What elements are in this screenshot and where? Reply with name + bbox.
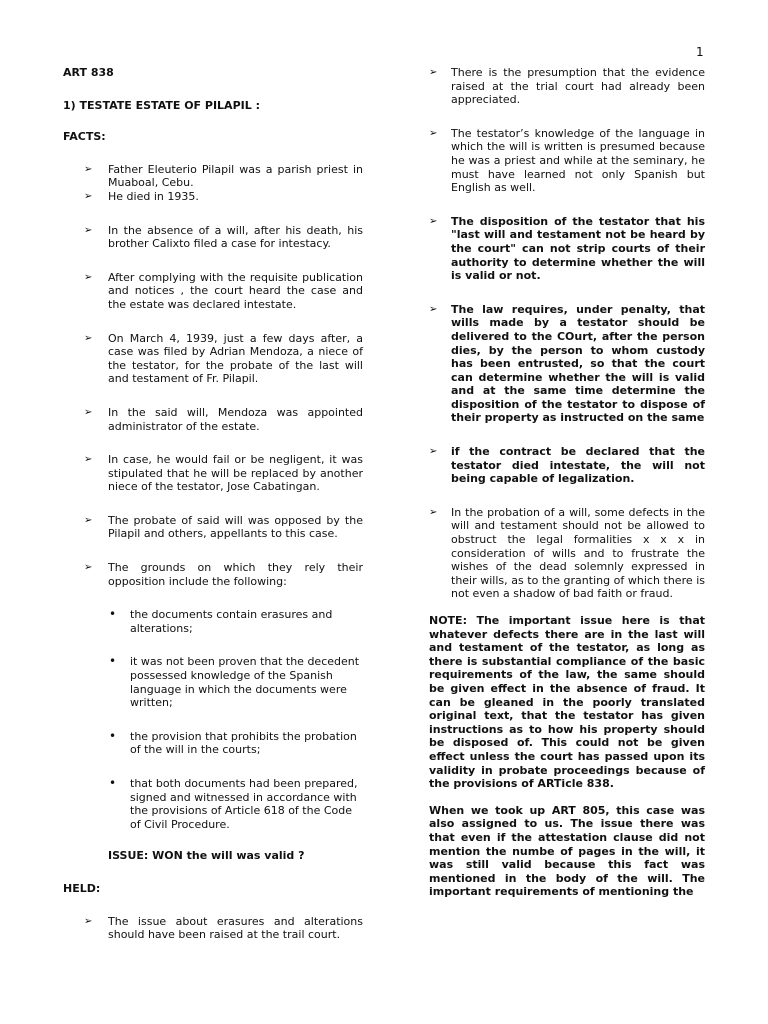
held-heading: HELD: [63,881,101,895]
arrow-bullet-icon: ➢ [84,332,93,344]
fact-text: The probate of said will was opposed by the Pilapil and others, appellants to this case. [108,513,363,541]
ground-text: it was not been proven that the decedent possessed knowledge of the Spanish language in which the documents were written; [130,655,360,710]
case-title: 1) TESTATE ESTATE OF PILAPIL : [63,98,260,112]
fact-item [63,163,363,190]
ground-text: the documents contain erasures and alterations; [130,608,333,635]
arrow-bullet-icon: ➢ [84,271,93,283]
held-point [429,215,705,283]
ground-item [63,608,363,635]
arrow-bullet-icon: ➢ [429,506,438,518]
fact-text: The grounds on which they rely their opposition include the following: [108,561,363,588]
arrow-bullet-icon: ➢ [84,562,93,574]
fact-item [63,332,363,386]
note-paragraph: NOTE: The important issue here is that whatever defects there are in the last will and testament of the testator, as long as there is substantial compliance of the basic requirements of the law, the same should be given effect in the absence of fraud. It can be gleaned in the poorly translated original text, that the testator has given instructions as to how his property should be disposed of. This could not be given effect unless the court has passed upon its validity in probate proceedings because of the provisions of ARTicle 838. [429,614,705,791]
article-title: ART 838 [63,66,114,79]
arrow-bullet-icon: ➢ [84,514,93,526]
arrow-bullet-icon: ➢ [84,915,93,927]
ground-item [63,655,363,709]
fact-text: After complying with the requisite publication and notices , the court heard the case and the estate was declared intestate. [108,270,363,311]
fact-item [63,453,363,494]
fact-text: Father Eleuterio Pilapil was a parish priest in Muaboal, Cebu. [108,162,363,190]
right-column [429,60,705,899]
issue-heading: ISSUE: WON the will was valid ? [108,849,305,863]
arrow-bullet-icon: ➢ [429,127,438,139]
fact-item [63,190,363,204]
fact-text: He died in 1935. [108,189,199,203]
dot-bullet-icon: • [109,728,117,743]
held-point-text: The disposition of the testator that his "last will and testament not be heard by the court" can not strip courts of their authority to determine whether the will is valid or not. [451,214,705,283]
left-column [63,60,363,942]
fact-text: In the said will, Mendoza was appointed administrator of the estate. [108,405,363,433]
held-point [429,66,705,107]
ground-text: the provision that prohibits the probation of the will in the courts; [130,729,357,757]
ground-text: that both documents had been prepared, signed and witnessed in accordance with the provisions of Article 618 of the Code of Civil Procedure. [130,777,358,831]
page-number: 1 [696,45,704,59]
held-point [429,127,705,195]
arrow-bullet-icon: ➢ [84,454,93,466]
dot-bullet-icon: • [109,654,117,669]
arrow-bullet-icon: ➢ [84,406,93,418]
dot-bullet-icon: • [109,607,117,622]
held-point-text: There is the presumption that the evidence raised at the trial court had already been appreciated. [451,66,705,107]
held-point [429,445,705,486]
arrow-bullet-icon: ➢ [84,224,93,236]
arrow-bullet-icon: ➢ [84,163,93,175]
fact-item [63,224,363,251]
ground-item [63,777,363,831]
arrow-bullet-icon: ➢ [84,190,93,202]
fact-text: In case, he would fail or be negligent, it was stipulated that he will be replaced by another niece of the testator, Jose Cabatingan. [108,453,363,494]
arrow-bullet-icon: ➢ [429,303,438,315]
fact-item [63,406,363,433]
dot-bullet-icon: • [109,776,117,790]
fact-item [63,514,363,541]
arrow-bullet-icon: ➢ [429,67,438,78]
fact-item [63,271,363,312]
held-point-text: In the probation of a will, some defects in the will and testament should not be allowed to obstruct the legal formalities x x x in consideration of wills and to frustrate the wishes of the dead solemnly expressed in their wills, as to the granting of which there is not even a shadow of bad faith or fraud. [451,505,705,601]
held-point-text: The law requires, under penalty, that wills made by a testator should be delivered to the COurt, after the person dies, by the person to whom custody has been entrusted, so that the court can determine whether the will is valid and at the same time determine the disposition of the testator to dispose of their property as instructed on the same [451,302,705,425]
held-text: The issue about erasures and alterations should have been raised at the trail court. [108,914,363,942]
held-point-text: if the contract be declared that the testator died intestate, the will not being capable of legalization. [451,445,705,486]
fact-text: On March 4, 1939, just a few days after, a case was filed by Adrian Mendoza, a niece of the testator, for the probate of the last will and testament of Fr. Pilapil. [108,331,363,386]
art805-paragraph: When we took up ART 805, this case was also assigned to us. The issue there was that even if the attestation clause did not mention the numbe of pages in the will, it was still valid because this fact was mentioned in the body of the will. The important requirements of mentioning the [429,803,705,899]
fact-item [63,561,363,588]
arrow-bullet-icon: ➢ [429,215,438,227]
held-item [63,915,363,942]
facts-heading: FACTS: [63,130,106,144]
arrow-bullet-icon: ➢ [429,446,438,458]
held-point [429,506,705,601]
held-point-text: The testator’s knowledge of the language in which the will is written is presumed because he was a priest and while at the seminary, he must have learned not only Spanish but English as well. [451,126,705,195]
fact-text: In the absence of a will, after his death, his brother Calixto filed a case for intestacy. [108,223,363,251]
held-point [429,303,705,425]
ground-item [63,730,363,757]
